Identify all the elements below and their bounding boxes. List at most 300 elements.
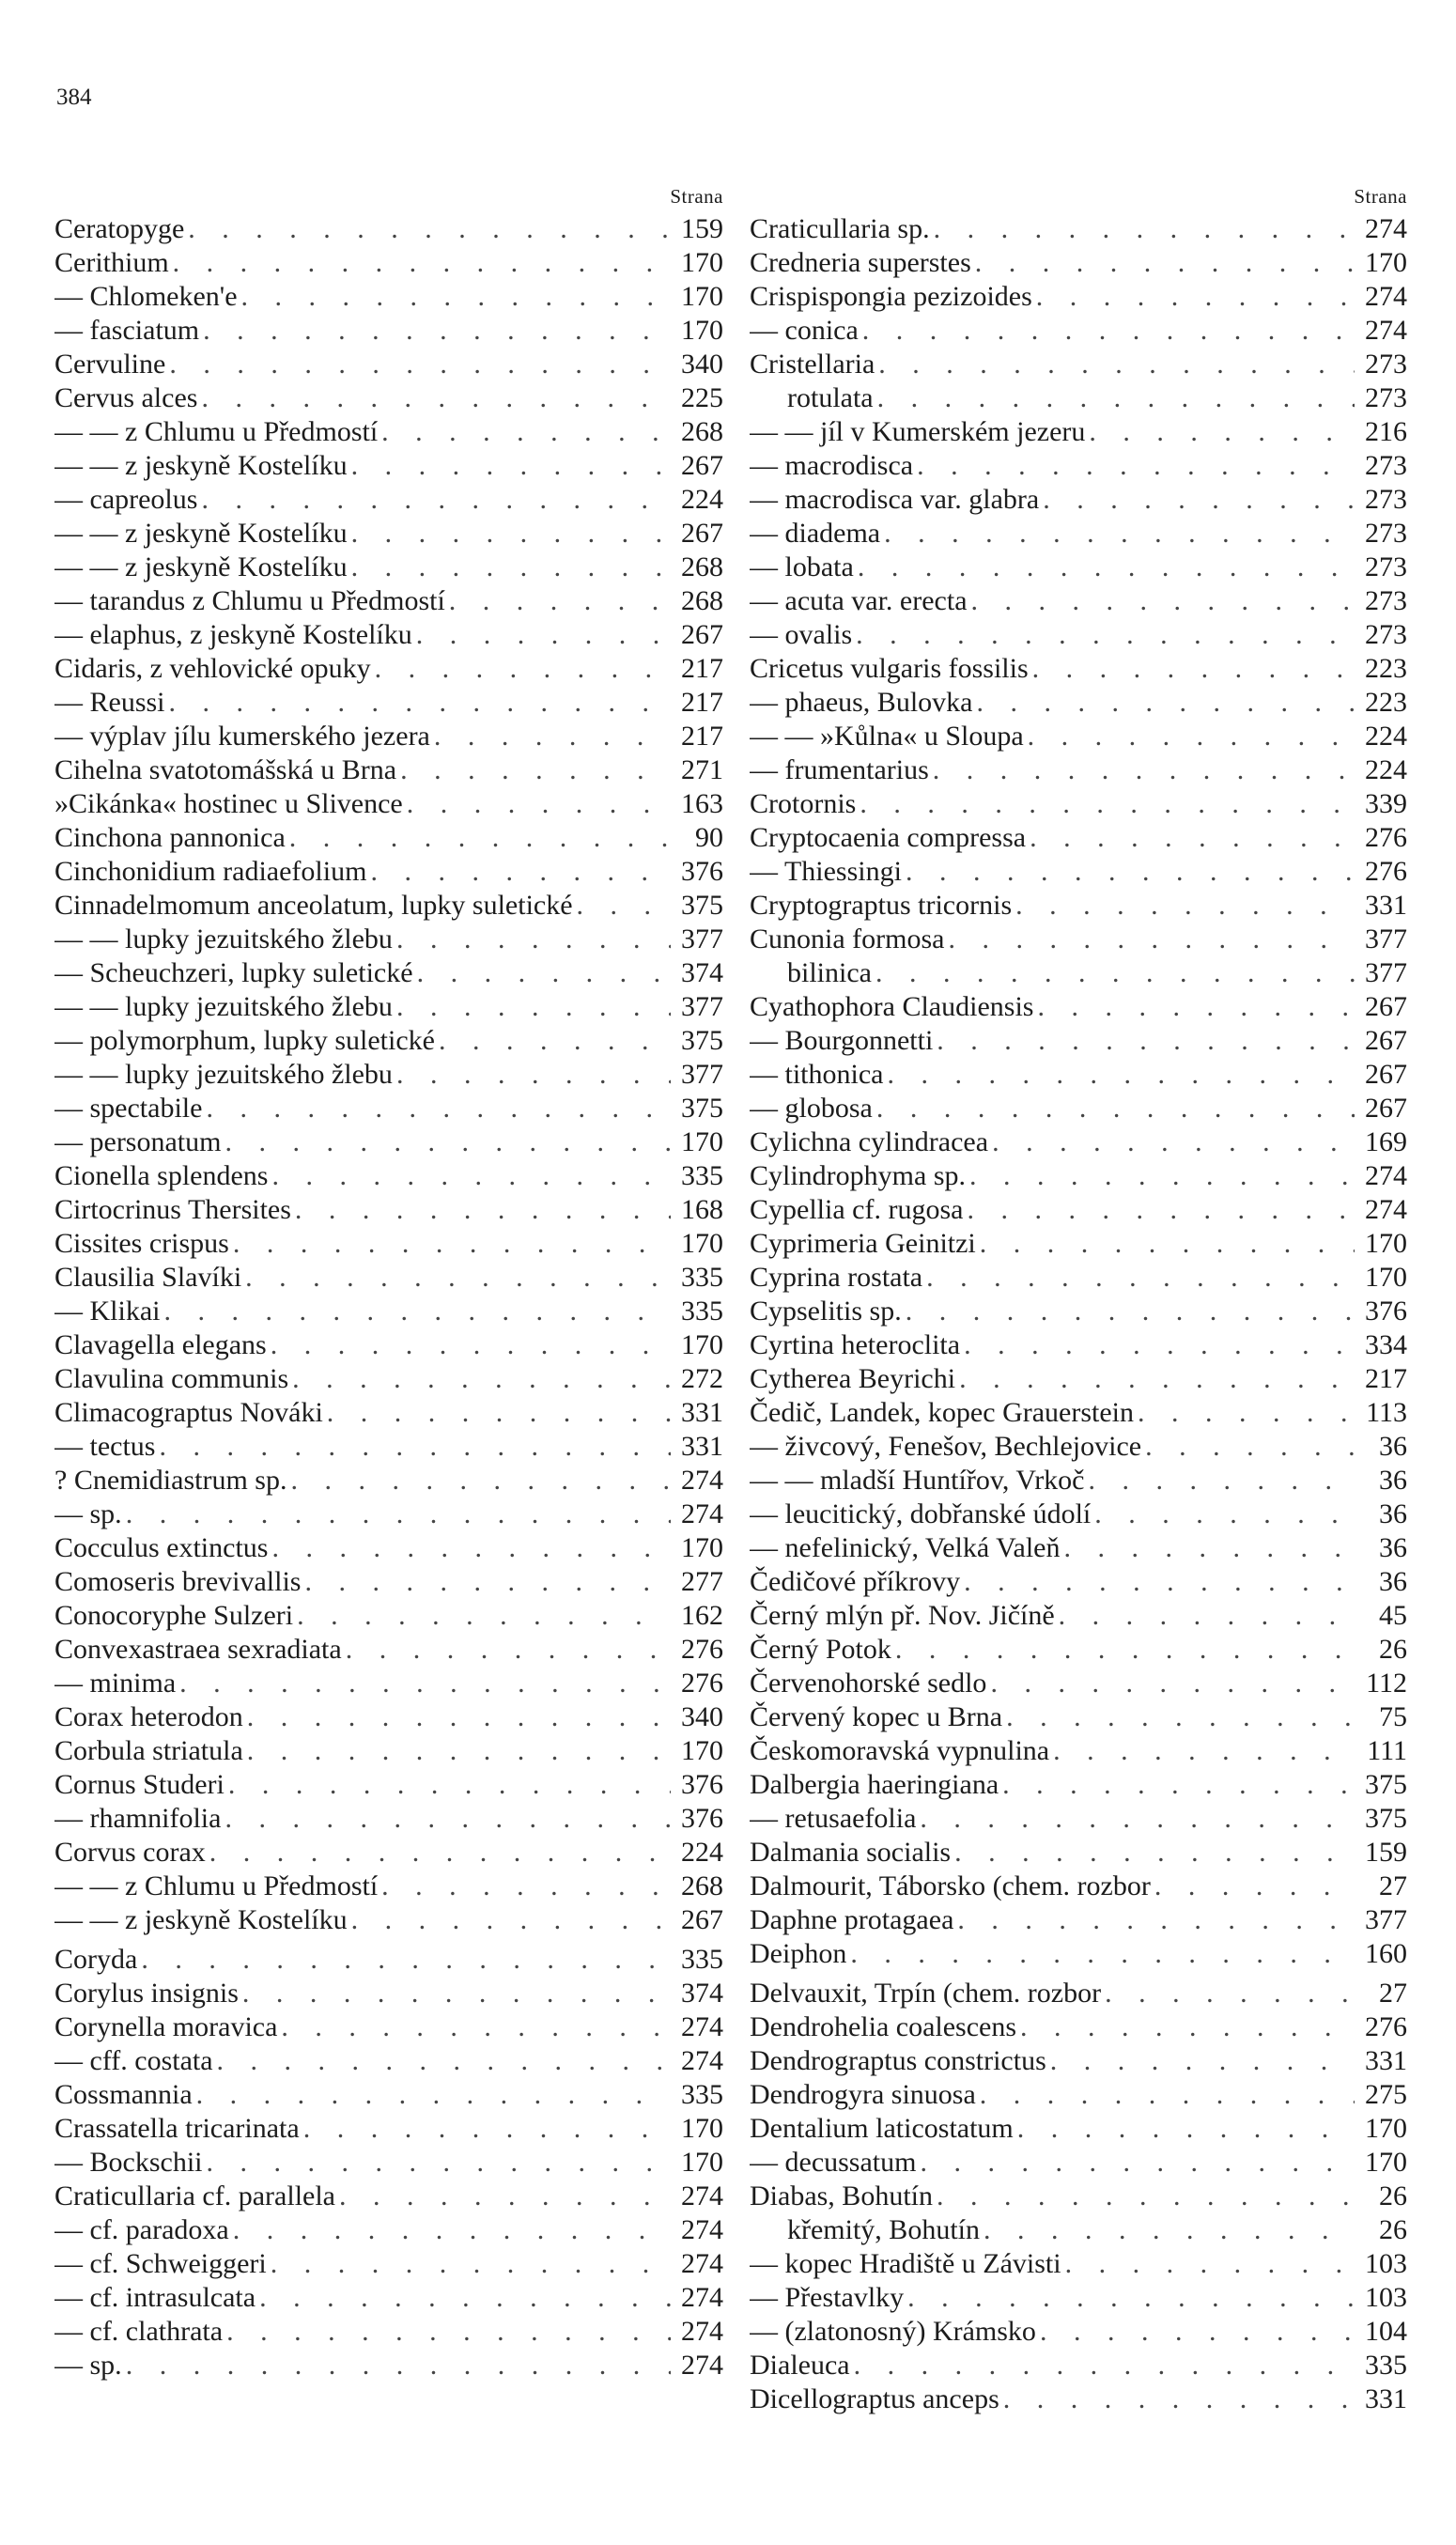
entry-page-number: 271 [681, 754, 723, 785]
dot-leader [346, 1633, 671, 1667]
dot-leader [895, 1633, 1355, 1667]
dot-leader [1043, 483, 1355, 517]
index-entry [750, 483, 1407, 517]
dot-leader [206, 1092, 671, 1125]
entry-page-number: 340 [681, 1701, 723, 1732]
entry-term: — — jíl v Kumerském jezeru [750, 416, 1086, 447]
entry-term: — Chlomeken'e [54, 281, 238, 312]
dot-leader [976, 686, 1355, 720]
entry-page-number: 224 [1365, 754, 1407, 785]
entry-page-number: 267 [681, 1904, 723, 1935]
dot-leader [396, 923, 671, 956]
entry-page-number: 104 [1365, 2316, 1407, 2347]
entry-page-number: 276 [1365, 822, 1407, 853]
index-entry [54, 1295, 723, 1328]
entry-term: Cylindrophyma sp. [750, 1160, 966, 1191]
dot-leader [247, 1734, 671, 1768]
entry-term: — Klikai [54, 1296, 161, 1327]
index-entry [54, 1903, 723, 1937]
entry-page-number: 217 [1365, 1363, 1407, 1394]
index-entry [750, 449, 1407, 483]
entry-page-number: 223 [1365, 687, 1407, 718]
entry-term: Cervuline [54, 349, 166, 380]
dot-leader [887, 1058, 1355, 1092]
entry-page-number: 217 [681, 687, 723, 718]
dot-leader [975, 246, 1355, 280]
entry-page-number: 170 [681, 2147, 723, 2178]
entry-term: Coryda [54, 1944, 138, 1975]
entry-term: Cyrtina heteroclita [750, 1329, 961, 1360]
entry-term: — fasciatum [54, 315, 200, 346]
dot-leader [271, 1159, 671, 1193]
entry-term: — tithonica [750, 1059, 884, 1090]
index-entry [54, 1193, 723, 1227]
entry-page-number: 376 [681, 1803, 723, 1834]
entry-page-number: 170 [681, 1228, 723, 1259]
index-entry [54, 1159, 723, 1193]
index-entry [54, 348, 723, 381]
entry-page-number: 223 [1365, 653, 1407, 684]
entry-term: Českomoravská vypnulina [750, 1735, 1050, 1766]
dot-leader [937, 1024, 1355, 1058]
entry-page-number: 111 [1367, 1735, 1407, 1766]
index-entry [54, 1024, 723, 1058]
index-entry [750, 855, 1407, 889]
index-entry [750, 314, 1407, 348]
entry-page-number: 274 [681, 1465, 723, 1496]
index-entry [54, 2010, 723, 2044]
index-entry [750, 2146, 1407, 2180]
entry-page-number: 90 [695, 822, 723, 853]
index-entry [54, 1498, 723, 1531]
entry-term: — cf. intrasulcata [54, 2282, 256, 2313]
entry-page-number: 273 [1365, 619, 1407, 650]
dot-leader [980, 1227, 1355, 1261]
index-entry [54, 381, 723, 415]
entry-page-number: 170 [681, 281, 723, 312]
dot-leader [906, 1295, 1355, 1328]
index-entry [54, 1870, 723, 1903]
entry-page-number: 276 [1365, 2011, 1407, 2042]
entry-page-number: 374 [681, 1978, 723, 2009]
entry-page-number: 273 [1365, 585, 1407, 616]
dot-leader [1050, 2044, 1355, 2078]
entry-term: Dalmourit, Táborsko (chem. rozbor [750, 1870, 1151, 1901]
entry-term: bilinica [787, 957, 872, 988]
column-header: Strana [670, 185, 723, 208]
entry-page-number: 170 [681, 315, 723, 346]
entry-term: — cf. paradoxa [54, 2214, 229, 2245]
dot-leader [381, 415, 671, 449]
dot-leader [164, 1295, 672, 1328]
dot-leader [351, 1903, 671, 1937]
dot-leader [209, 1836, 671, 1870]
index-entry [54, 1768, 723, 1802]
entry-term: Corynella moravica [54, 2011, 278, 2042]
entry-page-number: 170 [1365, 1228, 1407, 1259]
entry-page-number: 276 [681, 1668, 723, 1699]
entry-page-number: 377 [681, 991, 723, 1022]
dot-leader [577, 889, 671, 923]
dot-leader [126, 1498, 671, 1531]
entry-term: Cirtocrinus Thersites [54, 1194, 291, 1225]
entry-term: — lobata [750, 551, 854, 582]
entry-page-number: 274 [681, 2045, 723, 2076]
dot-leader [247, 1700, 671, 1734]
entry-page-number: 27 [1379, 1870, 1407, 1901]
entry-page-number: 274 [1365, 315, 1407, 346]
entry-term: — rhamnifolia [54, 1803, 222, 1834]
index-entry [750, 415, 1407, 449]
entry-page-number: 224 [681, 484, 723, 515]
entry-term: Cypellia cf. rugosa [750, 1194, 964, 1225]
index-entry [750, 1024, 1407, 1058]
entry-term: Cervus alces [54, 382, 198, 413]
dot-leader [173, 246, 671, 280]
index-entry [54, 1430, 723, 1464]
dot-leader [1145, 1430, 1355, 1464]
index-entry [750, 1362, 1407, 1396]
dot-leader [228, 1768, 671, 1802]
entry-page-number: 377 [681, 1059, 723, 1090]
entry-page-number: 273 [1365, 551, 1407, 582]
dot-leader [434, 720, 671, 753]
index-entry [750, 2349, 1407, 2382]
index-entry [54, 787, 723, 821]
dot-leader [201, 381, 671, 415]
index-entry [750, 686, 1407, 720]
dot-leader [954, 1836, 1355, 1870]
dot-leader [295, 1193, 671, 1227]
dot-leader [1015, 889, 1355, 923]
index-entry [54, 686, 723, 720]
entry-term: Cricetus vulgaris fossilis [750, 653, 1029, 684]
entry-page-number: 274 [1365, 1194, 1407, 1225]
entry-term: — nefelinický, Velká Valeň [750, 1532, 1061, 1563]
index-entry [54, 720, 723, 753]
dot-leader [1053, 1734, 1355, 1768]
index-entry [54, 821, 723, 855]
index-entry [750, 1227, 1407, 1261]
entry-page-number: 217 [681, 653, 723, 684]
entry-term: Červený kopec u Brna [750, 1701, 1003, 1732]
index-entry [750, 2315, 1407, 2349]
entry-term: — sp. [54, 2350, 122, 2381]
index-entry [750, 1633, 1407, 1667]
entry-page-number: 377 [1365, 923, 1407, 954]
entry-term: Čedič, Landek, kopec Grauerstein [750, 1397, 1134, 1428]
entry-term: Comoseris brevivallis [54, 1566, 302, 1597]
entry-term: Červenohorské sedlo [750, 1668, 987, 1699]
index-entry [750, 821, 1407, 855]
entry-page-number: 377 [1365, 957, 1407, 988]
dot-leader [169, 686, 671, 720]
entry-term: Cytherea Beyrichi [750, 1363, 956, 1394]
dot-leader [327, 1396, 671, 1430]
entry-page-number: 268 [681, 551, 723, 582]
dot-leader [289, 821, 671, 855]
entry-list [750, 212, 1407, 2416]
entry-term: Cristellaria [750, 349, 875, 380]
entry-page-number: 276 [681, 1634, 723, 1665]
dot-leader [1040, 2315, 1355, 2349]
index-entry [54, 280, 723, 314]
index-entry [750, 1734, 1407, 1768]
entry-page-number: 331 [1365, 2045, 1407, 2076]
index-entry [54, 1565, 723, 1599]
index-entry [750, 618, 1407, 652]
entry-term: — tarandus z Chlumu u Předmostí [54, 585, 445, 616]
index-entry [54, 517, 723, 551]
dot-leader [400, 753, 671, 787]
dot-leader [875, 956, 1355, 990]
index-entry [54, 1599, 723, 1633]
entry-page-number: 26 [1379, 2214, 1407, 2245]
dot-leader [907, 2281, 1355, 2315]
index-entry [54, 1058, 723, 1092]
dot-leader [242, 1977, 671, 2010]
entry-term: — spectabile [54, 1093, 203, 1124]
entry-page-number: 272 [681, 1363, 723, 1394]
entry-term: — macrodisca [750, 450, 914, 481]
entry-term: — polymorphum, lupky suletické [54, 1025, 435, 1056]
entry-page-number: 274 [681, 2011, 723, 2042]
entry-term: Cornus Studeri [54, 1769, 225, 1800]
entry-term: — výplav jílu kumerského jezera [54, 721, 430, 752]
entry-term: Cidaris, z vehlovické opuky [54, 653, 371, 684]
index-entry [54, 1802, 723, 1836]
entry-page-number: 170 [1365, 1262, 1407, 1293]
entry-list [54, 212, 723, 2382]
entry-page-number: 335 [1365, 2350, 1407, 2381]
dot-leader [339, 2180, 671, 2213]
dot-leader [971, 584, 1355, 618]
dot-leader [416, 618, 671, 652]
index-entry [750, 2112, 1407, 2146]
dot-leader [878, 348, 1355, 381]
entry-page-number: 377 [1365, 1904, 1407, 1935]
index-entry [750, 584, 1407, 618]
entry-term: Climacograptus Nováki [54, 1397, 323, 1428]
index-entry [54, 923, 723, 956]
index-entry [750, 1125, 1407, 1159]
index-entry [54, 855, 723, 889]
entry-term: — cff. costata [54, 2045, 213, 2076]
dot-leader [1020, 2010, 1355, 2044]
dot-leader [281, 2010, 671, 2044]
entry-term: — (zlatonosný) Krámsko [750, 2316, 1036, 2347]
index-entry [750, 1599, 1407, 1633]
dot-leader [141, 1943, 671, 1977]
dot-leader [271, 1531, 671, 1565]
entry-page-number: 273 [1365, 382, 1407, 413]
index-entry [54, 1328, 723, 1362]
entry-page-number: 170 [681, 2113, 723, 2144]
index-entry [750, 348, 1407, 381]
entry-term: — — lupky jezuitského žlebu [54, 991, 393, 1022]
entry-page-number: 375 [1365, 1769, 1407, 1800]
entry-page-number: 103 [1365, 2248, 1407, 2279]
dot-leader [990, 1667, 1355, 1700]
dot-leader [225, 1802, 671, 1836]
entry-page-number: 36 [1379, 1566, 1407, 1597]
index-entry [54, 2281, 723, 2315]
dot-leader [303, 2112, 671, 2146]
entry-term: Dendrograptus constrictus [750, 2045, 1046, 2076]
index-entry [750, 1396, 1407, 1430]
dot-leader [957, 1903, 1355, 1937]
entry-page-number: 377 [681, 923, 723, 954]
entry-term: Corax heterodon [54, 1701, 243, 1732]
entry-term: Cylichna cylindracea [750, 1126, 989, 1157]
entry-page-number: 113 [1366, 1397, 1407, 1428]
entry-page-number: 274 [681, 2214, 723, 2245]
entry-term: Cryptocaenia compressa [750, 822, 1027, 853]
index-entry [750, 889, 1407, 923]
entry-term: Cocculus extinctus [54, 1532, 269, 1563]
entry-term: Deiphon [750, 1938, 847, 1969]
entry-term: — Reussi [54, 687, 165, 718]
entry-page-number: 170 [681, 1532, 723, 1563]
dot-leader [1032, 652, 1355, 686]
index-entry [750, 753, 1407, 787]
entry-page-number: 170 [1365, 247, 1407, 278]
dot-leader [1059, 1599, 1355, 1633]
index-entry [750, 923, 1407, 956]
index-entry [54, 1667, 723, 1700]
index-entry [750, 1667, 1407, 1700]
entry-term: Cinchona pannonica [54, 822, 286, 853]
entry-page-number: 335 [681, 1160, 723, 1191]
entry-term: Čedičové příkrovy [750, 1566, 961, 1597]
entry-page-number: 374 [681, 957, 723, 988]
entry-term: — ovalis [750, 619, 853, 650]
dot-leader [959, 1362, 1355, 1396]
entry-term: Clavulina communis [54, 1363, 289, 1394]
dot-leader [233, 2213, 671, 2247]
index-entry [54, 1836, 723, 1870]
entry-page-number: 216 [1365, 416, 1407, 447]
index-entry [750, 1498, 1407, 1531]
entry-term: Diabas, Bohutín [750, 2180, 933, 2211]
entry-page-number: 274 [1365, 213, 1407, 244]
entry-term: — — z jeskyně Kostelíku [54, 518, 348, 549]
dot-leader [980, 2078, 1355, 2112]
entry-page-number: 376 [1365, 1296, 1407, 1327]
index-entry [750, 517, 1407, 551]
dot-leader [1030, 821, 1355, 855]
entry-term: — — z Chlumu u Předmostí [54, 416, 379, 447]
entry-page-number: 36 [1379, 1532, 1407, 1563]
entry-term: — — z jeskyně Kostelíku [54, 1904, 348, 1935]
entry-term: Credneria superstes [750, 247, 971, 278]
index-entry [54, 212, 723, 246]
dot-leader [407, 787, 671, 821]
entry-page-number: 331 [681, 1397, 723, 1428]
index-entry [54, 2146, 723, 2180]
dot-leader [1154, 1870, 1355, 1903]
index-entry [54, 2180, 723, 2213]
entry-page-number: 267 [1365, 1025, 1407, 1056]
entry-term: Clavagella elegans [54, 1329, 267, 1360]
entry-page-number: 112 [1366, 1668, 1407, 1699]
entry-term: — minima [54, 1668, 177, 1699]
index-entry [54, 2044, 723, 2078]
index-entry [54, 1943, 723, 1977]
index-entry [54, 1464, 723, 1498]
entry-page-number: 169 [1365, 1126, 1407, 1157]
entry-page-number: 267 [681, 619, 723, 650]
dot-leader [969, 1159, 1355, 1193]
entry-page-number: 267 [1365, 1059, 1407, 1090]
dot-leader [1063, 1531, 1355, 1565]
dot-leader [1003, 2382, 1355, 2416]
index-entry [54, 1531, 723, 1565]
index-entry [54, 2247, 723, 2281]
index-entry [750, 1261, 1407, 1295]
dot-leader [381, 1870, 671, 1903]
dot-leader [169, 348, 671, 381]
index-entry [54, 753, 723, 787]
entry-page-number: 334 [1365, 1329, 1407, 1360]
dot-leader [126, 2349, 671, 2382]
entry-term: Delvauxit, Trpín (chem. rozbor [750, 1978, 1102, 2009]
entry-page-number: 267 [681, 450, 723, 481]
entry-page-number: 159 [681, 213, 723, 244]
entry-page-number: 268 [681, 1870, 723, 1901]
dot-leader [179, 1667, 671, 1700]
entry-term: Dentalium laticostatum [750, 2113, 1014, 2144]
entry-page-number: 224 [1365, 721, 1407, 752]
dot-leader [1006, 1700, 1355, 1734]
dot-leader [1002, 1768, 1355, 1802]
dot-leader [876, 1092, 1355, 1125]
index-entry [750, 246, 1407, 280]
entry-page-number: 277 [681, 1566, 723, 1597]
index-entry [750, 1768, 1407, 1802]
index-entry [750, 1836, 1407, 1870]
index-entry [54, 2112, 723, 2146]
dot-leader [877, 381, 1355, 415]
entry-term: Cionella splendens [54, 1160, 269, 1191]
dot-leader [225, 1125, 671, 1159]
entry-page-number: 168 [681, 1194, 723, 1225]
dot-leader [417, 956, 671, 990]
entry-page-number: 268 [681, 416, 723, 447]
entry-term: — — mladší Huntířov, Vrkoč [750, 1465, 1085, 1496]
entry-term: — živcový, Fenešov, Bechlejovice [750, 1431, 1142, 1462]
index-entry [54, 314, 723, 348]
entry-page-number: 331 [1365, 2383, 1407, 2414]
index-entry [54, 551, 723, 584]
index-entry [750, 1159, 1407, 1193]
entry-term: — capreolus [54, 484, 198, 515]
index-entry [54, 584, 723, 618]
dot-leader [1037, 990, 1355, 1024]
entry-page-number: 267 [1365, 1093, 1407, 1124]
dot-leader [351, 551, 671, 584]
entry-term: Clausilia Slavíki [54, 1262, 242, 1293]
entry-term: Craticullaria sp. [750, 213, 930, 244]
entry-term: ? Cnemidiastrum sp. [54, 1465, 287, 1496]
entry-term: — Scheuchzeri, lupky suletické [54, 957, 413, 988]
index-entry [750, 990, 1407, 1024]
dot-leader [964, 1565, 1355, 1599]
entry-page-number: 36 [1379, 1498, 1407, 1529]
index-entry [750, 1464, 1407, 1498]
entry-term: křemitý, Bohutín [787, 2214, 980, 2245]
index-entry [54, 956, 723, 990]
